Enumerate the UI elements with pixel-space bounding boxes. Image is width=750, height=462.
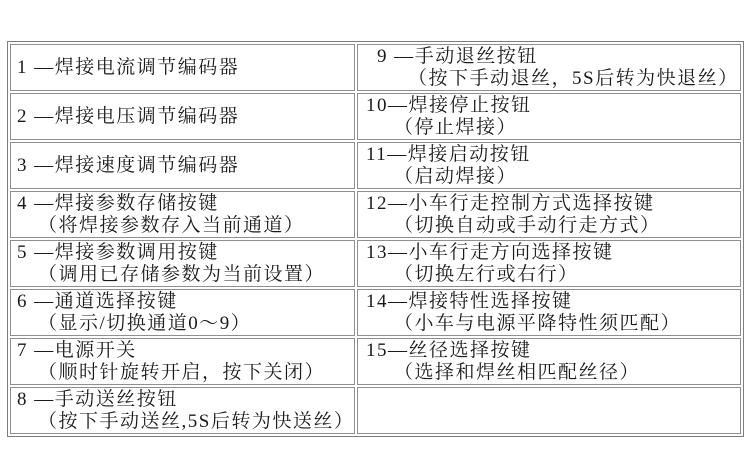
legend-cell-right: [357, 44, 741, 91]
legend-cell-right-empty: [357, 387, 741, 434]
legend-table: [7, 41, 744, 437]
legend-item-title: 1 —焊接电流调节编码器: [17, 56, 240, 78]
legend-item-title: 9 —手动退丝按钮: [377, 45, 538, 67]
legend-item-title: 14—焊接特性选择按键: [366, 290, 573, 312]
table-row: [10, 142, 741, 189]
table-row: [10, 240, 741, 287]
legend-item-note: （切换左行或右行）: [394, 263, 579, 285]
legend-item-title: 11—焊接启动按钮: [366, 143, 531, 165]
legend-item-title: 2 —焊接电压调节编码器: [17, 105, 240, 127]
legend-item-title: 10—焊接停止按钮: [366, 94, 532, 116]
legend-item-note: （调用已存储参数为当前设置）: [38, 263, 326, 285]
legend-cell-left: [10, 387, 355, 434]
legend-item-title: 13—小车行走方向选择按键: [366, 241, 614, 263]
legend-item-note: （启动焊接）: [394, 165, 518, 187]
legend-cell-left: [10, 44, 355, 91]
legend-item-note: （按下手动送丝,5S后转为快送丝）: [38, 410, 355, 432]
table-row: [10, 191, 741, 238]
legend-item-title: 5 —焊接参数调用按键: [17, 241, 219, 263]
legend-cell-left: [10, 93, 355, 140]
legend-item-title: 8 —手动送丝按钮: [17, 388, 178, 410]
legend-item-note: （选择和焊丝相匹配丝径）: [394, 361, 641, 383]
legend-item-title: 15—丝径选择按键: [366, 339, 532, 361]
legend-item-title: 4 —焊接参数存储按键: [17, 192, 219, 214]
legend-cell-left: [10, 289, 355, 336]
table-row: [10, 387, 741, 434]
table-row: [10, 338, 741, 385]
legend-item-note: （将焊接参数存入当前通道）: [38, 214, 305, 236]
legend-item-note: （按下手动退丝，5S后转为快退丝）: [408, 67, 739, 89]
legend-cell-right: [357, 240, 741, 287]
legend-item-note: （小车与电源平降特性须匹配）: [394, 312, 682, 334]
legend-cell-right: [357, 142, 741, 189]
legend-cell-right: [357, 93, 741, 140]
table-row: [10, 44, 741, 91]
legend-cell-left: [10, 191, 355, 238]
legend-cell-right: [357, 191, 741, 238]
legend-item-title: 6 —通道选择按键: [17, 290, 178, 312]
legend-cell-left: [10, 240, 355, 287]
table-row: [10, 289, 741, 336]
legend-cell-right: [357, 338, 741, 385]
legend-item-title: 7 —电源开关: [17, 339, 137, 361]
table-row: [10, 93, 741, 140]
legend-item-note: （停止焊接）: [394, 116, 518, 138]
legend-item-note: （顺时针旋转开启，按下关闭）: [38, 361, 326, 383]
legend-item-note: （显示/切换通道0～9）: [38, 312, 252, 334]
legend-item-title: 12—小车行走控制方式选择按键: [366, 192, 655, 214]
legend-item-note: （切换自动或手动行走方式）: [394, 214, 661, 236]
legend-cell-right: [357, 289, 741, 336]
legend-cell-left: [10, 338, 355, 385]
legend-cell-left: [10, 142, 355, 189]
legend-item-title: 3 —焊接速度调节编码器: [17, 154, 240, 176]
